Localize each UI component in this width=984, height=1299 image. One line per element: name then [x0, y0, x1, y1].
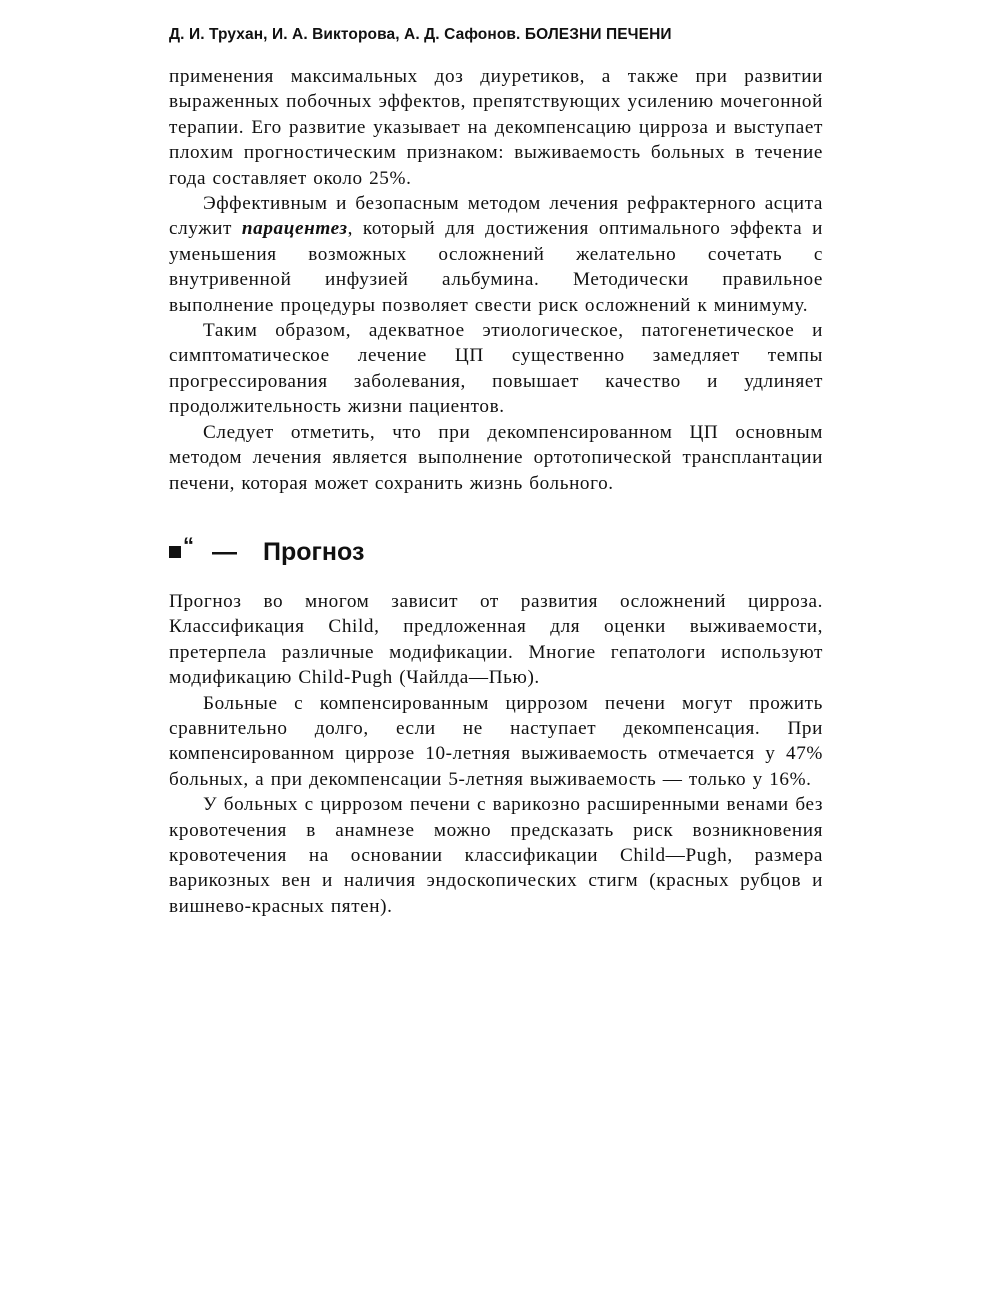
paragraph-bleeding-risk: У больных с циррозом печени с варикозно расширенными венами без кровотечения в анамнезе можно предсказать риск возникновения кровотечения на основании классификации Child—Pugh, размера варикозных вен и наличия эндоскопических стигм (красных рубцов и вишнево-красных пятен). — [169, 794, 823, 917]
section-heading-prognosis — [169, 533, 823, 567]
paragraph-child-classification: Прогноз во многом зависит от развития осложнений цирроза. Классификация Child, предложенная для оценки выживаемости, претерпела различные модификации. Многие гепатологи используют модификацию Child-Pugh (Чайлда—Пью). — [169, 590, 823, 689]
paragraph-paracentesis — [169, 191, 823, 318]
section-marker-icon — [169, 546, 181, 558]
section-treatment-text — [169, 64, 823, 496]
section-marker-quote: “ — [183, 533, 194, 559]
paracentesis-text-after: , который для достижения оптимального эффекта и уменьшения возможных осложнений желательно сочетать с внутривенной инфузией альбумина. Методически правильное выполнение процедуры позволяет свести риск осложнений к минимуму. — [169, 218, 823, 316]
book-page — [169, 26, 823, 919]
running-head: Д. И. Трухан, И. А. Викторова, А. Д. Сафонов. БОЛЕЗНИ ПЕЧЕНИ — [169, 26, 672, 43]
section-prognosis-text — [169, 589, 823, 919]
paracentesis-term: парацентез — [241, 218, 348, 240]
paragraph-transplantation: Следует отметить, что при декомпенсированном ЦП основным методом лечения является выполнение ортотопической трансплантации печени, которая может сохранить жизнь больного. — [169, 421, 823, 494]
paragraph-diuretics: применения максимальных доз диуретиков, а также при развитии выраженных побочных эффектов, препятствующих усилению мочегонной терапии. Его развитие указывает на декомпенсацию цирроза и выступает плохим прогностическим признаком: выживаемость больных в течение года составляет около 25%. — [169, 66, 823, 189]
paracentesis-text-before: Эффективным и безопасным методом лечения рефрактерного асцита служит — [169, 193, 823, 240]
paragraph-survival: Больные с компенсированным циррозом печени могут прожить сравнительно долго, если не наступает декомпенсация. При компенсированном циррозе 10-летняя выживаемость отмечается у 47% больных, а при декомпенсации 5-летняя выживаемость — только у 16%. — [169, 692, 823, 790]
section-heading-dash: — — [212, 537, 237, 566]
paragraph-summary: Таким образом, адекватное этиологическое, патогенетическое и симптоматическое лечение ЦП существенно замедляет темпы прогрессирования заболевания, повышает качество и удлиняет продолжительность жизни пациентов. — [169, 320, 823, 418]
section-heading-title: Прогноз — [263, 537, 365, 566]
